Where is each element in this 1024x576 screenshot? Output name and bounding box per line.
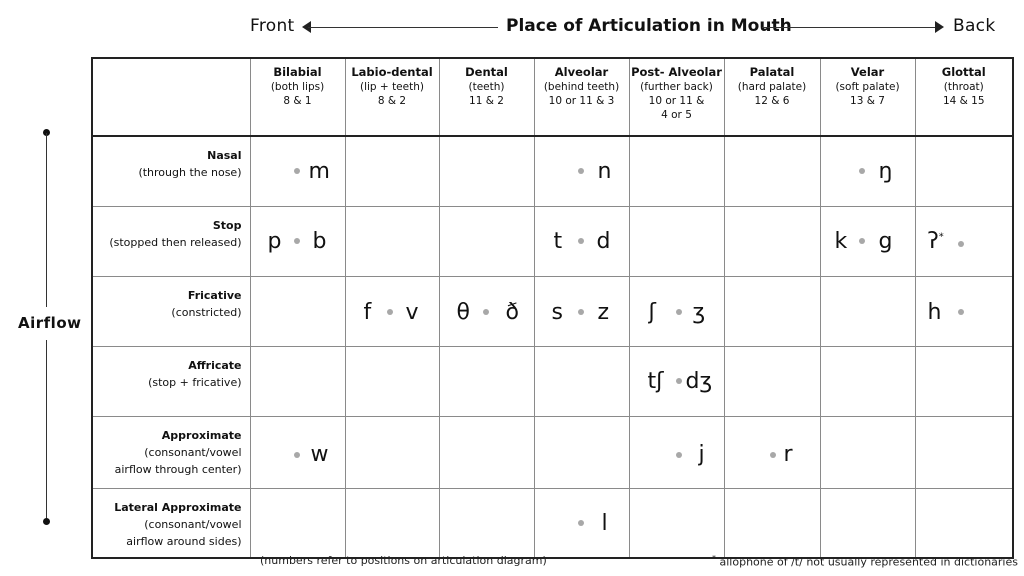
phoneme-m: m [308, 159, 330, 184]
cell-lateral-alveolar [534, 488, 629, 558]
axis-line-left [308, 27, 498, 28]
phoneme-esh: ʃ [648, 299, 656, 325]
axis-title: Place of Articulation in Mouth [506, 16, 792, 36]
cell-fricative-velar [820, 276, 915, 346]
voicing-dot [294, 168, 300, 174]
asterisk-mark: * [938, 231, 944, 243]
voicing-dot [676, 452, 682, 458]
cell-approximate-glottal [915, 416, 1013, 488]
phoneme-b: b [312, 228, 327, 254]
cell-nasal-velar [820, 136, 915, 206]
corner-cell [92, 58, 250, 136]
numbers-footnote: (numbers refer to positions on articulation diagram) [260, 554, 547, 567]
cell-approximate-palatal [724, 416, 820, 488]
cell-affricate-labiodental [345, 346, 439, 416]
voicing-dot [676, 309, 682, 315]
cell-fricative-alveolar [534, 276, 629, 346]
manner-row-approximate [92, 416, 1013, 488]
place-axis [0, 14, 1024, 40]
cell-lateral-labiodental [345, 488, 439, 558]
manner-header-fricative: Fricative (constricted) [92, 276, 250, 346]
voicing-dot [859, 168, 865, 174]
allophone-footnote: * allophone of /t/ not usually represented in dictionaries [712, 554, 1018, 569]
phoneme-theta: θ [456, 299, 470, 325]
voicing-dot [958, 241, 964, 247]
phoneme-z: z [597, 299, 610, 325]
phoneme-v: v [405, 299, 419, 325]
cell-lateral-glottal [915, 488, 1013, 558]
manner-row-nasal [92, 136, 1013, 206]
cell-lateral-bilabial [250, 488, 345, 558]
airflow-line-bottom [46, 340, 47, 521]
cell-fricative-dental [439, 276, 534, 346]
phoneme-glottal-stop: ʔ* [927, 228, 944, 254]
cell-nasal-palatal [724, 136, 820, 206]
cell-lateral-dental [439, 488, 534, 558]
cell-lateral-palatal [724, 488, 820, 558]
place-header-palatal: Palatal (hard palate) 12 & 6 [724, 58, 820, 136]
place-header-alveolar: Alveolar (behind teeth) 10 or 11 & 3 [534, 58, 629, 136]
phoneme-eth: ð [505, 299, 519, 325]
phoneme-j: j [698, 441, 705, 467]
manner-row-lateral-approximate [92, 488, 1013, 558]
phoneme-tesh: tʃ [647, 368, 664, 394]
cell-approximate-alveolar [534, 416, 629, 488]
cell-stop-postalveolar [629, 206, 724, 276]
manner-header-stop: Stop (stopped then released) [92, 206, 250, 276]
cell-stop-palatal [724, 206, 820, 276]
voicing-dot [578, 238, 584, 244]
airflow-line-top [46, 133, 47, 307]
phoneme-n: n [597, 159, 612, 184]
cell-affricate-bilabial [250, 346, 345, 416]
cell-affricate-palatal [724, 346, 820, 416]
voicing-dot [958, 309, 964, 315]
place-header-postalveolar: Post- Alveolar (further back) 10 or 11 & 4 or 5 [629, 58, 724, 136]
place-header-labiodental: Labio-dental (lip + teeth) 8 & 2 [345, 58, 439, 136]
cell-lateral-postalveolar [629, 488, 724, 558]
cell-affricate-dental [439, 346, 534, 416]
voicing-dot [578, 520, 584, 526]
phoneme-ezh: ʒ [692, 299, 706, 325]
cell-approximate-bilabial [250, 416, 345, 488]
voicing-dot [294, 238, 300, 244]
phoneme-s: s [551, 299, 563, 325]
axis-line-right [762, 27, 936, 28]
phoneme-k: k [834, 228, 848, 254]
cell-stop-dental [439, 206, 534, 276]
place-header-dental: Dental (teeth) 11 & 2 [439, 58, 534, 136]
back-label: Back [953, 16, 996, 36]
cell-fricative-postalveolar [629, 276, 724, 346]
place-header-bilabial: Bilabial (both lips) 8 & 1 [250, 58, 345, 136]
cell-affricate-velar [820, 346, 915, 416]
manner-row-affricate [92, 346, 1013, 416]
manner-row-stop [92, 206, 1013, 276]
airflow-bottom-dot [43, 518, 50, 525]
manner-header-approximate: Approximate (consonant/vowel airflow through center) [92, 416, 250, 488]
place-header-glottal: Glottal (throat) 14 & 15 [915, 58, 1013, 136]
cell-affricate-postalveolar [629, 346, 724, 416]
cell-nasal-glottal [915, 136, 1013, 206]
phoneme-dezh: dʒ [685, 368, 713, 394]
cell-nasal-labiodental [345, 136, 439, 206]
phoneme-h: h [927, 299, 942, 325]
airflow-label: Airflow [18, 314, 82, 332]
cell-fricative-labiodental [345, 276, 439, 346]
phoneme-w: w [310, 441, 329, 467]
phoneme-r: r [783, 441, 793, 467]
phoneme-d: d [596, 228, 611, 254]
cell-affricate-alveolar [534, 346, 629, 416]
manner-header-nasal: Nasal (through the nose) [92, 136, 250, 206]
voicing-dot [387, 309, 393, 315]
cell-stop-alveolar [534, 206, 629, 276]
phoneme-g: g [878, 228, 893, 254]
manner-header-lateral-approximate: Lateral Approximate (consonant/vowel airflow around sides) [92, 488, 250, 558]
cell-fricative-bilabial [250, 276, 345, 346]
cell-affricate-glottal [915, 346, 1013, 416]
voicing-dot [578, 309, 584, 315]
manner-header-affricate: Affricate (stop + fricative) [92, 346, 250, 416]
voicing-dot [770, 452, 776, 458]
cell-lateral-velar [820, 488, 915, 558]
cell-fricative-glottal [915, 276, 1013, 346]
voicing-dot [859, 238, 865, 244]
cell-approximate-dental [439, 416, 534, 488]
consonant-chart [91, 57, 1014, 559]
phoneme-eng: ŋ [878, 159, 893, 184]
cell-stop-labiodental [345, 206, 439, 276]
cell-stop-velar [820, 206, 915, 276]
cell-nasal-dental [439, 136, 534, 206]
voicing-dot [676, 378, 682, 384]
cell-stop-glottal [915, 206, 1013, 276]
place-header-row [92, 58, 1013, 136]
cell-approximate-labiodental [345, 416, 439, 488]
cell-approximate-postalveolar [629, 416, 724, 488]
voicing-dot [578, 168, 584, 174]
phoneme-p: p [267, 228, 282, 254]
front-label: Front [250, 16, 295, 36]
cell-fricative-palatal [724, 276, 820, 346]
phoneme-l: l [601, 510, 608, 536]
phoneme-t: t [553, 228, 563, 254]
cell-nasal-bilabial [250, 136, 345, 206]
voicing-dot [294, 452, 300, 458]
phoneme-f: f [363, 299, 372, 325]
voicing-dot [483, 309, 489, 315]
manner-row-fricative [92, 276, 1013, 346]
cell-approximate-velar [820, 416, 915, 488]
cell-stop-bilabial [250, 206, 345, 276]
right-arrow-icon [935, 21, 944, 33]
cell-nasal-alveolar [534, 136, 629, 206]
cell-nasal-postalveolar [629, 136, 724, 206]
place-header-velar: Velar (soft palate) 13 & 7 [820, 58, 915, 136]
